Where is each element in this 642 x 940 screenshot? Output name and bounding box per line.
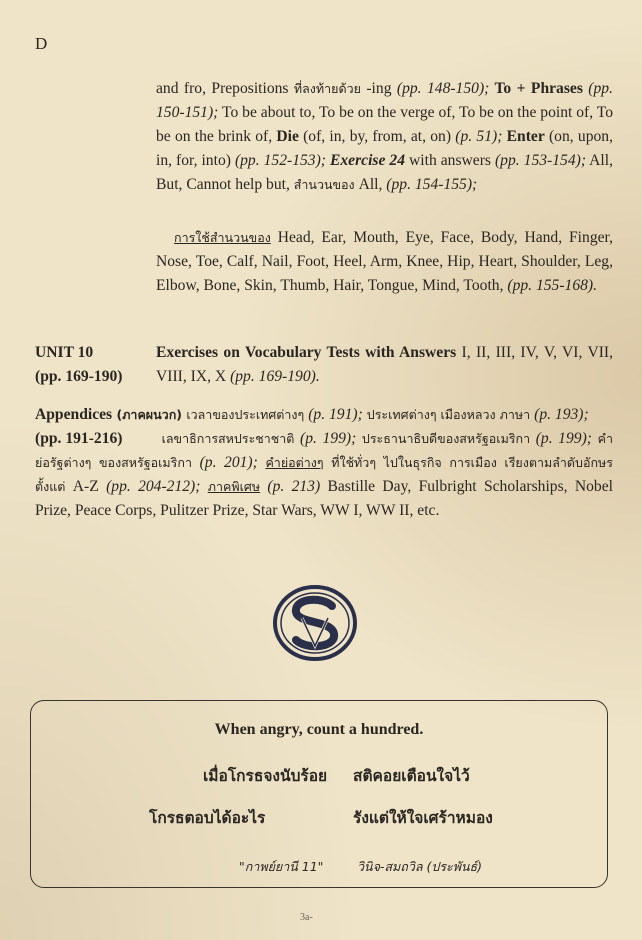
page-ref: (p. 51); (455, 128, 503, 145)
page-ref: (p. 193); (534, 406, 589, 423)
quote-english: When angry, count a hundred. (214, 721, 424, 738)
poem-line-1: เมื่อโกรธจงนับร้อย (203, 767, 328, 785)
thai-text: เลขาธิการสหประชาชาติ (156, 431, 301, 446)
text: -ing (360, 80, 397, 97)
exercise-heading: Exercise 24 (325, 152, 406, 169)
unit-pages: (pp. 169-190) (35, 368, 123, 385)
thai-text: ประธานาธิบดีของสหรัฐอเมริกา (356, 431, 536, 446)
page-ref: (p. 191); (308, 406, 363, 423)
thai-text: คำย่อต่างๆ (265, 455, 324, 470)
text: and fro, Prepositions (156, 80, 294, 97)
page-ref: (pp. 169-190). (230, 368, 320, 385)
thai-text: คำย่อรัฐต่างๆ ของสหรัฐอเมริกา (35, 431, 613, 470)
poem-line-4: รังแต่ให้ใจเศร้าหมอง (353, 809, 493, 827)
thai-text: ภาคพิเศษ (207, 479, 261, 494)
text: All, (354, 176, 387, 193)
contents-paragraph-prepositions (156, 77, 613, 197)
page-ref: (pp. 148-150); (396, 80, 490, 97)
page-ref: (pp. 154-155); (386, 176, 478, 193)
thai-text: เวลาของประเทศต่างๆ (186, 407, 309, 422)
thai-text: สำนวนของ (293, 177, 355, 192)
page-ref: (p. 199); (300, 430, 357, 447)
page-ref: (pp. 153-154); (494, 152, 587, 169)
text: A-Z (72, 478, 107, 495)
poem-author-credit: วินิจ-สมถวิล (ประพันธ์) (357, 859, 483, 874)
appendices-label: Appendices (35, 406, 113, 423)
text: Bastille Day, Fulbright Scholarships, Nobel Prize, Peace Corps, Pulitzer Prize, Star Wars, WW I, WW II, etc. (35, 478, 613, 519)
unit-description (156, 341, 613, 389)
appendices-paragraph (35, 403, 613, 523)
thai-text: ที่ลงท้ายด้วย (293, 81, 361, 96)
poem-form-credit: "กาพย์ยานี 11" (239, 859, 324, 874)
text: with answers (405, 152, 495, 169)
thai-text: ประเทศต่างๆ เมืองหลวง ภาษา (362, 407, 535, 422)
page-ref: (pp. 152-153); (234, 152, 326, 169)
unit-title: Exercises on Vocabulary Tests with Answers (156, 344, 457, 361)
sv-logo-icon (272, 584, 358, 662)
section-letter: D (35, 34, 48, 53)
text: All, But, Cannot help but, (156, 152, 613, 193)
page-ref: (p. 199); (535, 430, 592, 447)
text: (of, in, by, from, at, on) (298, 128, 456, 145)
thai-text: การใช้สำนวนของ (174, 230, 271, 245)
appendices-pages: (pp. 191-216) (35, 430, 123, 447)
topic-heading: Enter (502, 128, 545, 145)
quote-box (30, 700, 608, 888)
thai-text: (ภาคผนวก) (112, 407, 187, 422)
unit-label: UNIT 10 (35, 344, 94, 361)
poem-line-2: สติคอยเตือนใจไว้ (353, 767, 470, 785)
page-ref: (pp. 155-168). (507, 277, 598, 294)
page-ref: (p. 201); (199, 454, 258, 471)
text: (on, upon, in, for, into) (156, 128, 613, 169)
topic-heading: To + Phrases (489, 80, 583, 97)
page-ref: (p. 213) (260, 478, 321, 495)
page-ref: (pp. 150-151); (156, 80, 613, 121)
text: Head, Ear, Mouth, Eye, Face, Body, Hand, Finger, Nose, Toe, Calf, Nail, Foot, Heel, Arm, Knee, Hip, Heart, Shoulder, Leg, Elbow, Bone, Skin, Thumb, Hair, Tongue, Mind, Tooth, (156, 229, 613, 294)
contents-paragraph-body-idioms (156, 226, 613, 298)
topic-heading: Die (276, 128, 299, 145)
text: To be about to, To be on the verge of, To be on the point of, To be on the brink of, (156, 104, 613, 145)
page-ref: (pp. 204-212); (106, 478, 201, 495)
text: I, II, III, IV, V, VI, VII, VIII, IX, X (156, 344, 614, 385)
poem-line-3: โกรธตอบได้อะไร (149, 809, 266, 827)
thai-text: ที่ใช้ทั่วๆ ไปในธุรกิจ การเมือง เรียงตามลำดับอักษรตั้งแต่ (35, 455, 613, 494)
footer-mark: 3a- (300, 912, 313, 923)
